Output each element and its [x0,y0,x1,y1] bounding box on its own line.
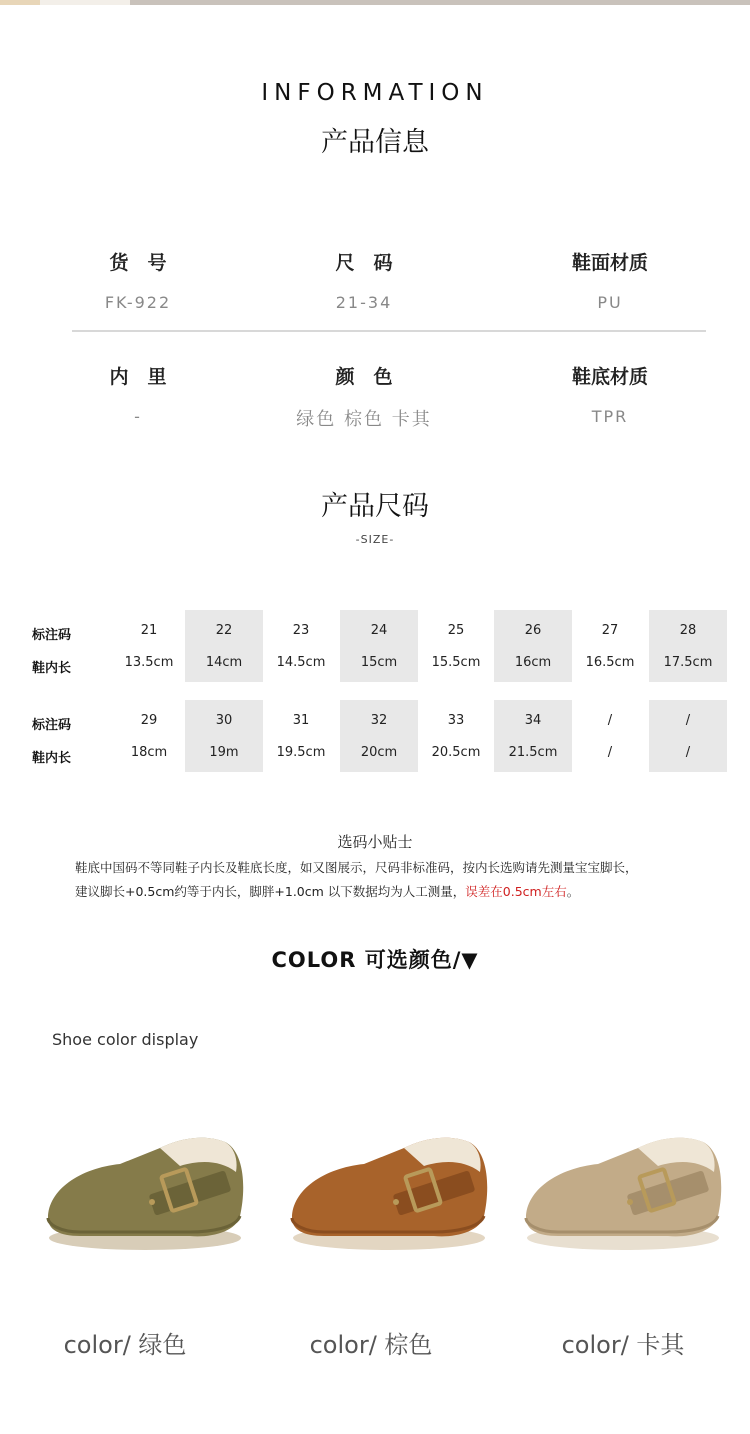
size-length-cell: 20cm [360,745,398,760]
info-value-color: 绿色 棕色 卡其 [296,409,432,430]
size-cell-shade [185,700,263,772]
size-code-cell: 33 [447,713,465,728]
info-value-lining: - [134,407,142,426]
size-cell-shade [340,700,418,772]
info-value-upper-material: PU [597,293,623,312]
size-row-label-length: 鞋内长 [32,661,72,676]
size-code-cell: 29 [140,713,158,728]
size-cell-shade [494,610,572,682]
size-length-cell: 16.5cm [585,655,635,670]
size-row-label-code: 标注码 [32,628,72,643]
size-length-cell: 14.5cm [276,655,326,670]
info-label-size: 尺 码 [335,252,393,274]
size-code-cell: 28 [679,623,697,638]
size-section-subtitle: -SIZE- [355,533,395,546]
size-length-cell: 18cm [130,745,168,760]
product-info-title: 产品信息 [321,127,429,158]
info-divider [72,330,706,332]
size-cell-shade [185,610,263,682]
size-code-cell: 24 [370,623,388,638]
size-length-cell: 14cm [205,655,243,670]
size-row-label-length: 鞋内长 [32,751,72,766]
size-cell-shade [494,700,572,772]
size-cell-shade [649,610,727,682]
size-length-cell: 17.5cm [663,655,713,670]
size-cell-shade [649,700,727,772]
size-code-cell: 26 [524,623,542,638]
size-length-cell: 19m [209,745,239,760]
info-label-sole-material: 鞋底材质 [571,366,648,388]
size-code-cell: 25 [447,623,465,638]
size-code-cell: 21 [140,623,158,638]
shoe-image-khaki [518,1120,728,1260]
size-length-cell: 13.5cm [124,655,174,670]
tips-error-note: 误差在0.5cm左右 [465,884,567,899]
size-length-cell: 15cm [360,655,398,670]
size-code-cell: 27 [601,623,619,638]
size-code-cell: 32 [370,713,388,728]
color-heading: COLOR 可选颜色/▼ [271,948,479,972]
shoe-image-brown [284,1120,494,1260]
size-row-label-code: 标注码 [32,718,72,733]
info-label-lining: 内 里 [109,366,167,388]
shoe-image-green [40,1120,250,1260]
size-code-cell: 31 [292,713,310,728]
size-code-cell: 23 [292,623,310,638]
size-length-cell: 19.5cm [276,745,326,760]
size-code-cell: 22 [215,623,233,638]
size-code-cell: 34 [524,713,542,728]
size-length-cell: / [607,745,613,760]
size-code-cell: / [607,713,613,728]
info-label-item-no: 货 号 [109,252,167,274]
tips-title: 选码小贴士 [337,833,413,851]
size-length-cell: / [685,745,691,760]
shoe-color-display-label: Shoe color display [52,1030,199,1049]
size-length-cell: 15.5cm [431,655,481,670]
info-value-item-no: FK-922 [104,293,172,312]
size-cell-shade [340,610,418,682]
color-caption-green: color/ 绿色 [63,1331,187,1359]
info-label-color: 颜 色 [335,366,393,388]
size-code-cell: 30 [215,713,233,728]
tips-line-1: 鞋底中国码不等同鞋子内长及鞋底长度，如又图展示，尺码非标准码，按内长选购请先测量宝宝脚长， [75,860,638,875]
information-title: INFORMATION [261,80,489,106]
size-section-title: 产品尺码 [321,491,429,522]
info-value-sole-material: TPR [591,407,629,426]
top-image-strip [0,0,750,5]
size-length-cell: 20.5cm [431,745,481,760]
color-caption-brown: color/ 棕色 [309,1331,433,1359]
color-caption-khaki: color/ 卡其 [561,1331,685,1359]
info-label-upper-material: 鞋面材质 [571,252,648,274]
size-code-cell: / [685,713,691,728]
size-length-cell: 16cm [514,655,552,670]
tips-line-2-end: 。 [566,884,580,899]
info-value-size: 21-34 [335,293,393,312]
tips-line-2-text: 建议脚长+0.5cm约等于内长，脚胖+1.0cm 以下数据均为人工测量， [75,884,466,899]
size-length-cell: 21.5cm [508,745,558,760]
tips-line-2 [75,882,579,900]
